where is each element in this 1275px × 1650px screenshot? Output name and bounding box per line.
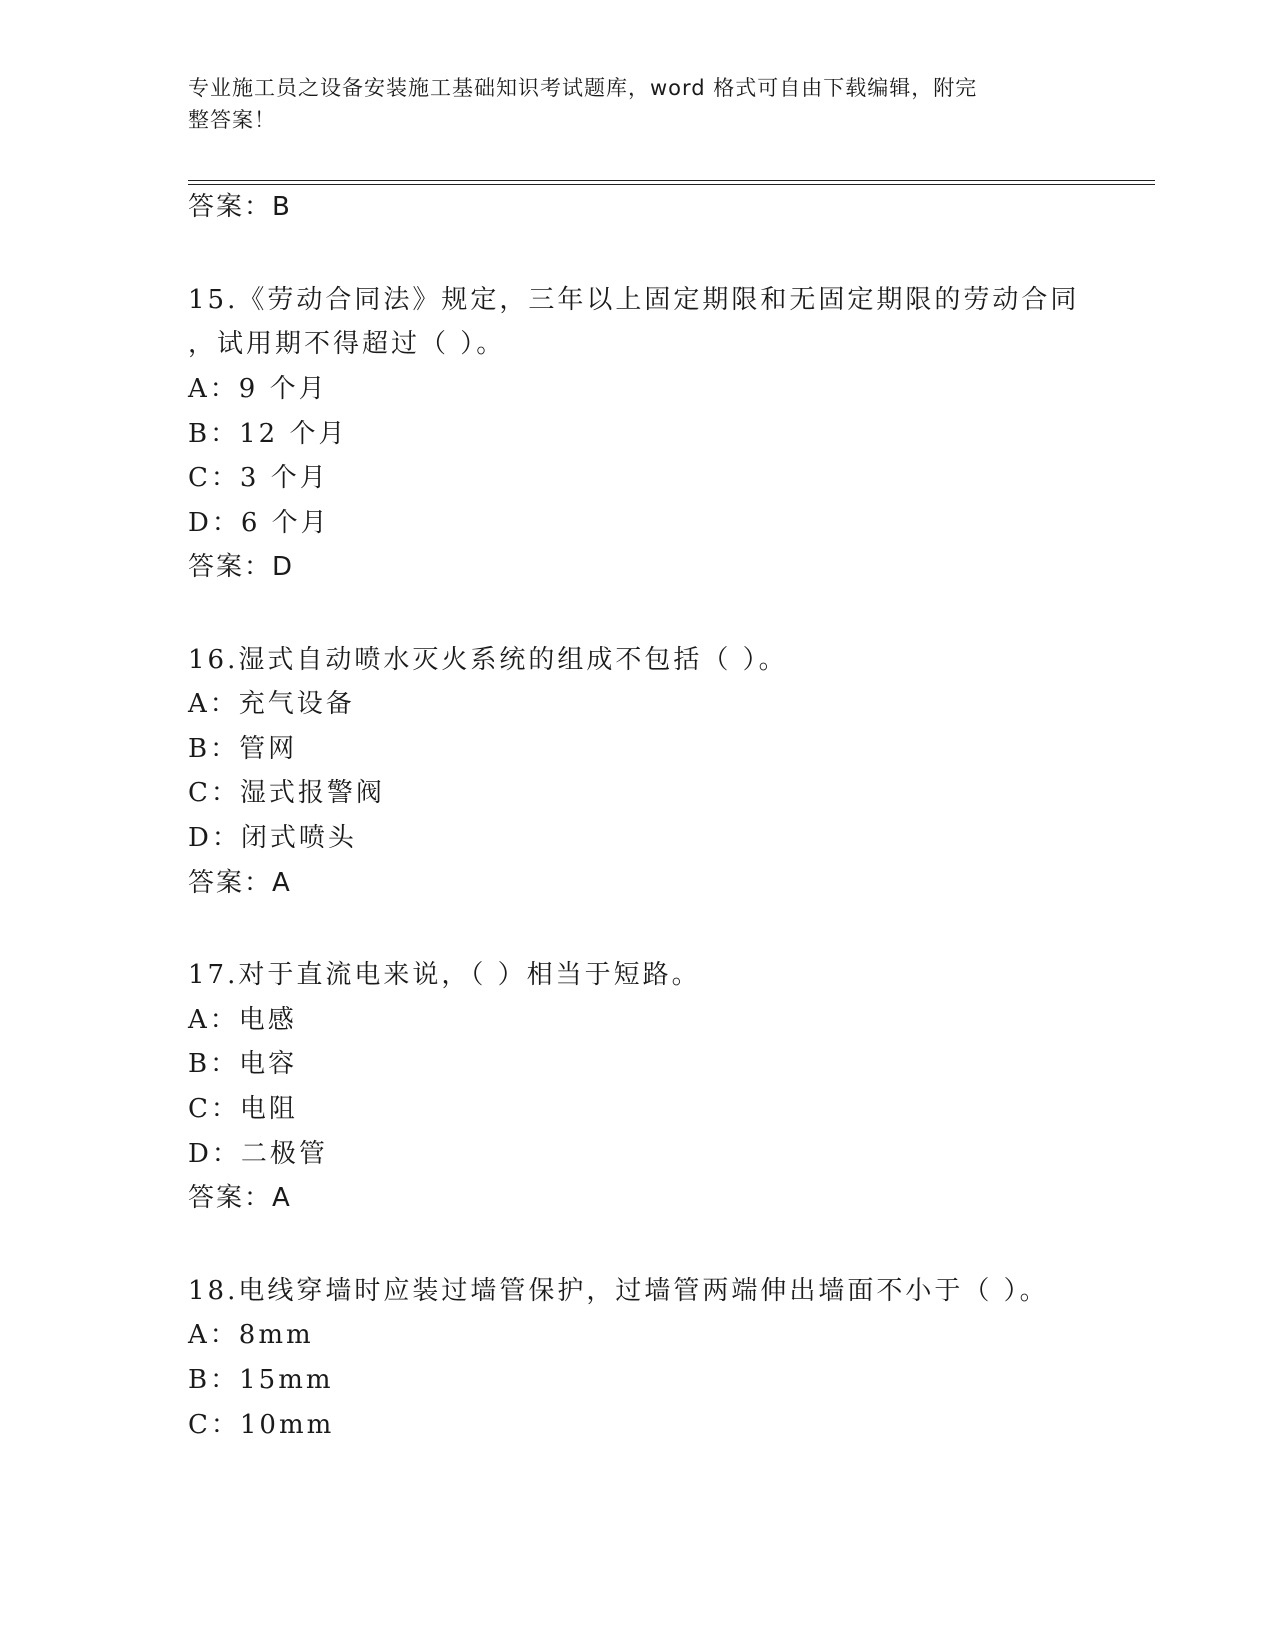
header-divider-top bbox=[188, 180, 1155, 181]
question-17-answer: 答案：A bbox=[188, 1183, 292, 1213]
question-16-option-c: C：湿式报警阀 bbox=[188, 778, 385, 808]
question-15-option-c: C：3 个月 bbox=[188, 463, 329, 493]
question-17-stem: 17.对于直流电来说，（ ）相当于短路。 bbox=[188, 960, 701, 990]
question-16-stem: 16.湿式自动喷水灭火系统的组成不包括（ ）。 bbox=[188, 645, 788, 675]
question-17-option-b: B：电容 bbox=[188, 1049, 298, 1079]
question-16-option-a: A：充气设备 bbox=[188, 689, 355, 719]
question-18-stem: 18.电线穿墙时应装过墙管保护，过墙管两端伸出墙面不小于（ ）。 bbox=[188, 1276, 1049, 1306]
header-line-1: 专业施工员之设备安装施工基础知识考试题库，word 格式可自由下载编辑，附完 bbox=[188, 76, 978, 100]
question-18-option-c: C：10mm bbox=[188, 1410, 335, 1440]
question-16-answer: 答案：A bbox=[188, 868, 292, 898]
answer-line-14: 答案：B bbox=[188, 192, 292, 222]
question-15-option-b: B：12 个月 bbox=[188, 419, 348, 449]
question-16-option-b: B：管网 bbox=[188, 734, 298, 764]
question-15-option-a: A：9 个月 bbox=[188, 374, 328, 404]
header-divider-bottom bbox=[188, 184, 1155, 185]
question-15-stem-line-2: ，试用期不得超过（ ）。 bbox=[188, 329, 506, 359]
question-16-option-d: D：闭式喷头 bbox=[188, 823, 357, 853]
document-header bbox=[188, 72, 1068, 136]
question-15-stem-line-1: 15.《劳动合同法》规定，三年以上固定期限和无固定期限的劳动合同 bbox=[188, 285, 1080, 315]
header-line-2: 整答案！ bbox=[188, 108, 276, 132]
question-15-answer: 答案：D bbox=[188, 552, 295, 582]
question-18-option-a: A：8mm bbox=[188, 1320, 314, 1350]
question-17-option-c: C：电阻 bbox=[188, 1094, 298, 1124]
question-17-option-a: A：电感 bbox=[188, 1005, 297, 1035]
question-15-option-d: D：6 个月 bbox=[188, 508, 330, 538]
question-17-option-d: D：二极管 bbox=[188, 1139, 328, 1169]
question-18-option-b: B：15mm bbox=[188, 1365, 334, 1395]
